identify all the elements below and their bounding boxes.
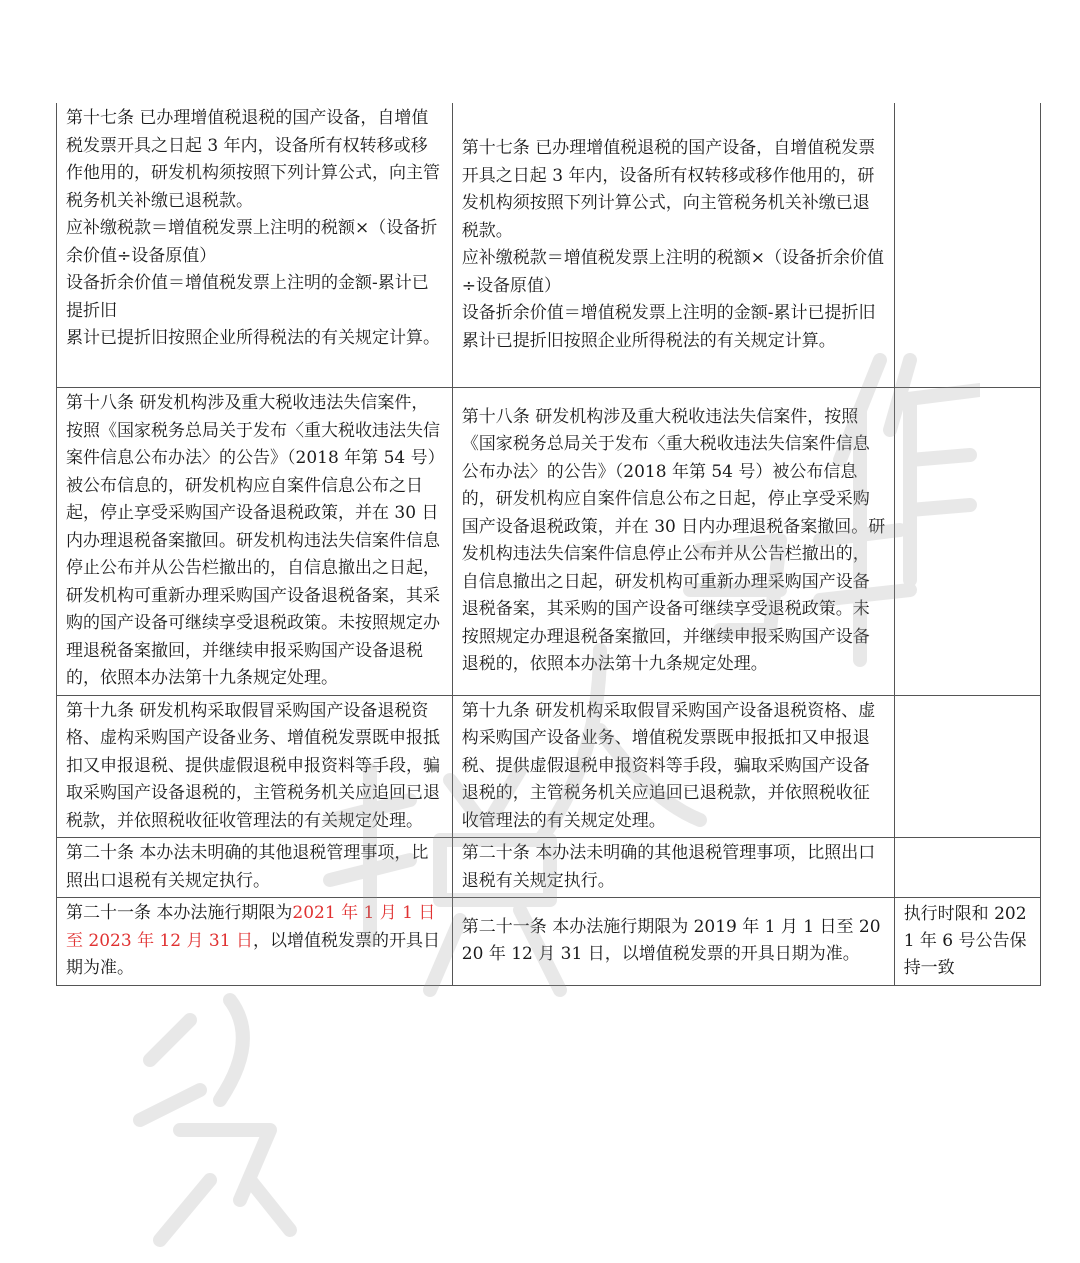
paragraph: 第十九条 研发机构采取假冒采购国产设备退税资格、虚构采购国产设备业务、增值税发票既申报抵扣又申报退税、提供虚假退税申报资料等手段，骗取采购国产设备退税的，主管税务机关应追回已退税款，并依照税收征收管理法的有关规定处理。 — [461, 700, 876, 831]
paragraph: 第十九条 研发机构采取假冒采购国产设备退税资格、虚构采购国产设备业务、增值税发票既申报抵扣又申报退税、提供虚假退税申报资料等手段，骗取采购国产设备退税的，主管税务机关应追回已退税款，并依照税收征收管理法的有关规定处理。 — [66, 700, 440, 831]
paragraph: 累计已提折旧按照企业所得税法的有关规定计算。 — [461, 330, 836, 351]
new-article-cell — [452, 388, 894, 696]
table-row — [57, 103, 1041, 388]
paragraph: 第十八条 研发机构涉及重大税收违法失信案件，按照《国家税务总局关于发布〈重大税收违法失信案件信息公布办法〉的公告》（2018 年第 54 号）被公布信息的，研发机构应自案件信息公布之日起，停止享受采购国产设备退税政策，并在 30 日内办理退税备案撤回。研发机构违法失信案件信息停止公布并从公告栏撤出的，自信息撤出之日起，研发机构可重新办理采购国产设备退税备案，其采购的国产设备可继续享受退税政策。未按照规定办理退税备案撤回，并继续申报采购国产设备退税的，依照本办法第十九条规定处理。 — [66, 393, 440, 688]
table-row — [57, 838, 1041, 898]
new-article-cell — [452, 898, 894, 986]
note-cell — [894, 388, 1040, 696]
highlighted-period: 2021 年 1 月 1 日至 2023 年 12 月 31 日 — [66, 903, 436, 951]
note-cell — [894, 695, 1040, 838]
paragraph: 第十七条 已办理增值税退税的国产设备，自增值税发票开具之日起 3 年内，设备所有权转移或移作他用的，研发机构须按照下列计算公式，向主管税务机关补缴已退税款。 — [461, 138, 876, 241]
note-cell — [894, 838, 1040, 898]
paragraph: 第十七条 已办理增值税退税的国产设备，自增值税发票开具之日起 3 年内，设备所有权转移或移作他用的，研发机构须按照下列计算公式，向主管税务机关补缴已退税款。 — [66, 108, 440, 211]
new-article-cell — [452, 838, 894, 898]
table-row — [57, 388, 1041, 696]
table-row — [57, 695, 1041, 838]
paragraph: 应补缴税款＝增值税发票上注明的税额×（设备折余价值÷设备原值） — [66, 218, 438, 266]
note-cell: 执行时限和 2021 年 6 号公告保持一致 — [894, 898, 1040, 986]
paragraph: 第二十一条 本办法施行期限为 2019 年 1 月 1 日至 2020 年 12 月 31 日，以增值税发票的开具日期为准。 — [461, 916, 881, 965]
paragraph: 应补缴税款＝增值税发票上注明的税额×（设备折余价值÷设备原值） — [461, 248, 885, 296]
new-article-cell — [452, 695, 894, 838]
article-text: ，以增值税发票的开具日期为准。 — [66, 930, 440, 978]
note-cell — [894, 103, 1040, 388]
paragraph: 累计已提折旧按照企业所得税法的有关规定计算。 — [66, 328, 440, 348]
article-text: 第二十一条 本办法施行期限为 — [66, 903, 293, 923]
old-article-cell — [57, 838, 453, 898]
comparison-table — [56, 103, 1041, 986]
old-article-cell — [57, 898, 453, 986]
paragraph: 第十八条 研发机构涉及重大税收违法失信案件，按照《国家税务总局关于发布〈重大税收违法失信案件信息公布办法〉的公告》（2018 年第 54 号）被公布信息的，研发机构应自案件信息公布之日起，停止享受采购国产设备退税政策，并在 30 日内办理退税备案撤回。研发机构违法失信案件信息停止公布并从公告栏撤出的，自信息撤出之日起，研发机构可重新办理采购国产设备退税备案，其采购的国产设备可继续享受退税政策。未按照规定办理退税备案撤回，并继续申报采购国产设备退税的，依照本办法第十九条规定处理。 — [461, 406, 886, 675]
paragraph: 设备折余价值＝增值税发票上注明的金额-累计已提折旧 — [461, 303, 876, 323]
old-article-cell — [57, 388, 453, 696]
paragraph: 第二十条 本办法未明确的其他退税管理事项，比照出口退税有关规定执行。 — [461, 843, 876, 891]
new-article-cell — [452, 103, 894, 388]
old-article-cell — [57, 103, 453, 388]
paragraph: 设备折余价值＝增值税发票上注明的金额-累计已提折旧 — [66, 273, 429, 321]
old-article-cell — [57, 695, 453, 838]
paragraph: 第二十条 本办法未明确的其他退税管理事项，比照出口退税有关规定执行。 — [66, 843, 429, 891]
table-row — [57, 898, 1041, 986]
